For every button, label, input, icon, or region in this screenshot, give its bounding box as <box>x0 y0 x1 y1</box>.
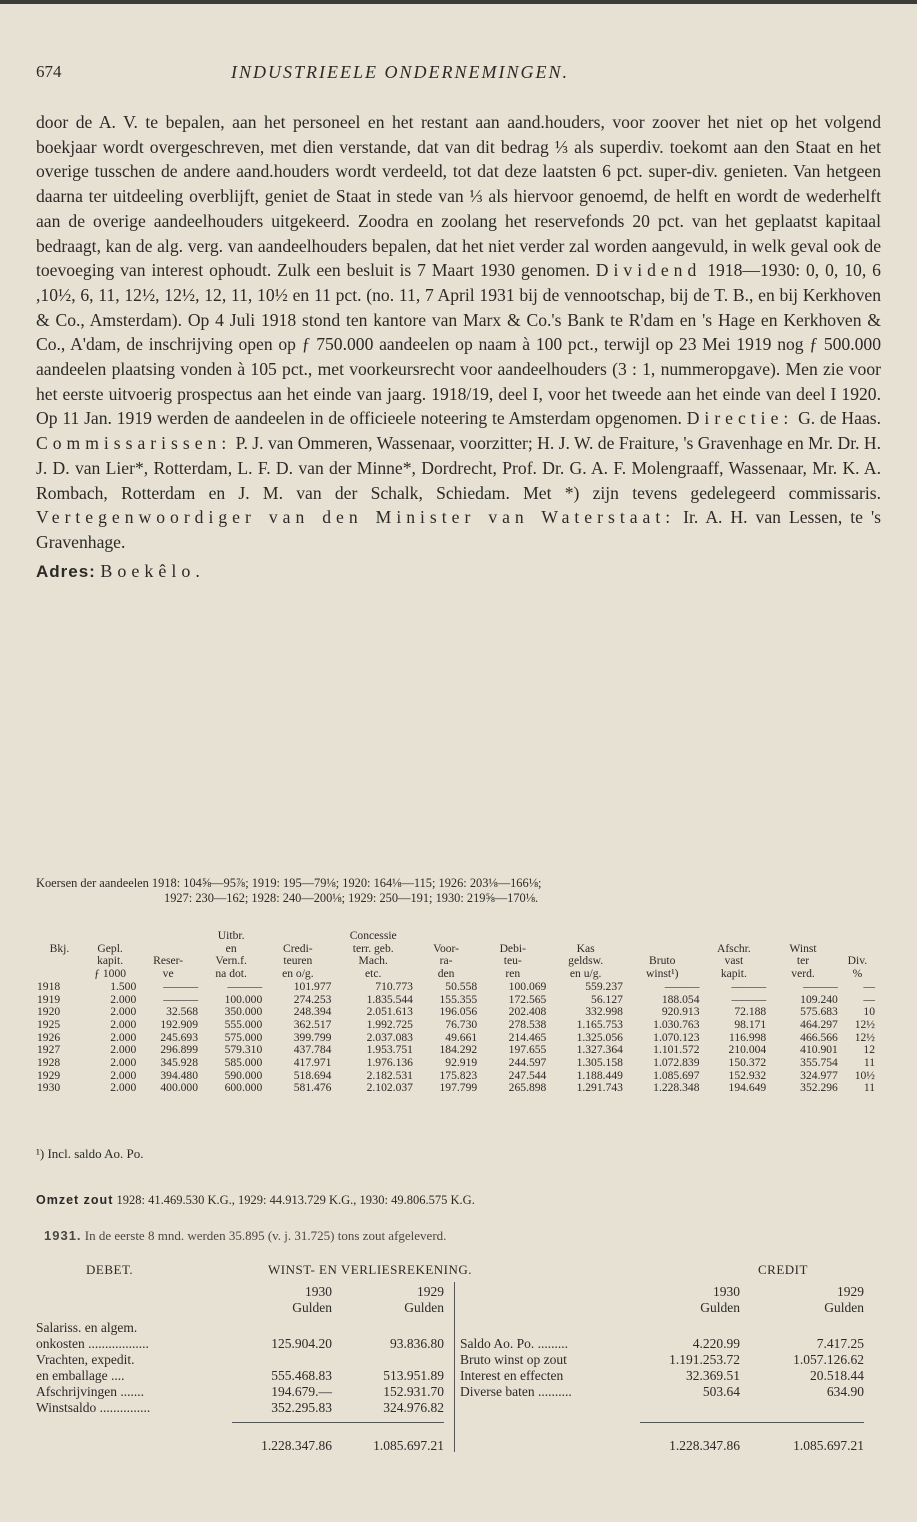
table-cell: 1.070.123 <box>653 1030 700 1044</box>
table-cell: 197.799 <box>439 1081 478 1095</box>
debet-total-1930: 1.228.347.86 <box>261 1438 332 1453</box>
table-cell: 1.085.697 <box>653 1068 700 1082</box>
table-cell: 296.899 <box>160 1043 199 1057</box>
debet-row-1930: 194.679.— <box>271 1384 332 1399</box>
credit-row-label: Saldo Ao. Po. ......... <box>460 1336 569 1351</box>
table-cell: 12½ <box>854 1017 875 1031</box>
table-header-cell <box>83 930 137 943</box>
credit-row-1929: 7.417.25 <box>816 1336 864 1351</box>
table-header-cell: en o/g. <box>282 967 314 981</box>
table-cell: 2.000 <box>110 992 137 1006</box>
table-cell: 197.655 <box>508 1043 547 1057</box>
label-vertegenwoordiger: Vertegenwoordiger van den Minister van Waterstaat: <box>36 507 676 528</box>
table-header-row <box>36 955 876 968</box>
table-cell: 2.000 <box>110 1043 137 1057</box>
label-directie: Directie: <box>686 408 794 429</box>
table-cell: 399.799 <box>293 1030 332 1044</box>
label-dividend: Dividend <box>595 260 702 281</box>
table-cell: 101.977 <box>293 979 332 993</box>
table-cell: 345.928 <box>160 1056 199 1070</box>
table-cell: 278.538 <box>508 1017 547 1031</box>
table-cell: ——— <box>731 992 767 1006</box>
debet-row-1929: 152.931.70 <box>383 1384 444 1399</box>
table-row <box>36 1082 876 1095</box>
table-cell: 575.000 <box>224 1030 263 1044</box>
table-cell: 1.835.544 <box>366 992 413 1006</box>
table-cell: 559.237 <box>585 979 623 993</box>
table-header-cell: Vern.f. <box>215 954 247 968</box>
credit-year-1930: 1930 <box>713 1284 740 1299</box>
label-1931: 1931. <box>44 1228 82 1243</box>
table-header-cell <box>36 930 83 943</box>
table-cell: 394.480 <box>160 1068 199 1082</box>
table-cell: 1.976.136 <box>366 1056 413 1070</box>
table-row <box>36 1057 876 1070</box>
credit-row-1929: 1.057.126.62 <box>793 1352 864 1367</box>
label-omzet: Omzet zout <box>36 1193 114 1207</box>
table-cell: 332.998 <box>585 1005 623 1019</box>
table-cell: ——— <box>163 992 199 1006</box>
table-cell: 2.000 <box>110 1081 137 1095</box>
table-header-cell: Bruto <box>649 954 676 968</box>
table-header-cell <box>263 930 332 943</box>
table-cell: 1927 <box>37 1043 61 1057</box>
table-cell: 11 <box>863 1056 875 1070</box>
table-header-cell <box>624 930 701 943</box>
table-header-cell: kapit. <box>720 967 747 981</box>
table-header-cell <box>767 930 839 943</box>
table-header-cell: vast <box>724 954 744 968</box>
debet-title: DEBET. <box>86 1262 134 1277</box>
debet-row-1929: 513.951.89 <box>383 1368 444 1383</box>
text-vertegenwoordiger: Ir. A. H. van Lessen, te 's Gravenhage. <box>36 507 881 552</box>
table-cell: — <box>863 979 875 993</box>
table-cell: 202.408 <box>508 1005 547 1019</box>
debet-row-1929: 93.836.80 <box>390 1336 444 1351</box>
table-cell: 98.171 <box>734 1017 767 1031</box>
table-cell: 2.102.037 <box>366 1081 413 1095</box>
credit-total-rule <box>640 1422 864 1423</box>
table-header-cell: Gepl. <box>97 941 123 955</box>
table-header-cell <box>547 930 624 943</box>
profit-loss-account <box>36 1262 881 1462</box>
table-header-cell: na dot. <box>215 967 247 981</box>
table-cell: 352.296 <box>800 1081 838 1095</box>
table-header-cell <box>36 955 83 968</box>
table-cell: 1.327.364 <box>576 1043 623 1057</box>
debet-row-1930: 555.468.83 <box>271 1368 332 1383</box>
table-cell: 274.253 <box>293 992 332 1006</box>
table-header-cell: Kas <box>576 941 595 955</box>
table-cell: 1.228.348 <box>653 1081 700 1095</box>
table-cell: 72.188 <box>734 1005 767 1019</box>
table-cell: 1929 <box>37 1068 61 1082</box>
table-cell: 1918 <box>37 979 61 993</box>
table-cell: 710.773 <box>375 979 413 993</box>
table-cell: 1928 <box>37 1056 61 1070</box>
address-line <box>36 559 881 584</box>
table-cell: 245.693 <box>160 1030 199 1044</box>
table-cell: 100.069 <box>508 979 547 993</box>
table-cell: 1.291.743 <box>576 1081 623 1095</box>
table-header-cell: terr. geb. <box>352 941 394 955</box>
table-header-cell: Div. <box>847 954 868 968</box>
text-dividend: 1918—1930: 0, 0, 10, 6 ,10½, 6, 11, 12½, 12½, 12, 11, 10½ en 11 pct. (no. 11, 7 April 1931 bij de vennootschap, bij de T. B., en bij Kerkhoven & Co., Amsterdam). Op 4 Juli 1918 stond ten kantore van Marx & Co.'s Bank te R'dam en 's Hage en Kerkhoven & Co., A'dam, de inschrijving open op ƒ 750.000 aandeelen op naam à 100 pct., terwijl op 23 Mei 1919 nog ƒ 500.000 aandeelen plaatsing vonden à 105 pct., met voorkeursrecht voor aandeelhouders (3 : 1, nummeropgave). Men zie voor het eerste uitvoerig prospectus aan het einde van jaarg. 1918/19, deel I, voor het tweede aan het einde van deel I 1920. Op 11 Jan. 1919 werden de aandeelen in de officieele noteering te Amsterdam opgenomen. <box>36 260 881 429</box>
credit-row-1929: 634.90 <box>826 1384 864 1399</box>
table-cell: 92.919 <box>445 1056 478 1070</box>
table-cell: 50.558 <box>445 979 478 993</box>
table-header-cell <box>478 930 547 943</box>
table-cell: 324.977 <box>800 1068 838 1082</box>
debet-row-label: Salariss. en algem. <box>36 1320 138 1335</box>
credit-unit-1930: Gulden <box>700 1300 740 1315</box>
table-cell: 188.054 <box>661 992 700 1006</box>
debet-row-label: Afschrijvingen ....... <box>36 1384 144 1399</box>
credit-total-1930: 1.228.347.86 <box>669 1438 740 1453</box>
table-cell: ——— <box>163 979 199 993</box>
table-header-cell <box>137 930 199 943</box>
table-header-cell <box>839 930 876 943</box>
table-cell: 1.030.763 <box>653 1017 700 1031</box>
table-header-cell: geldsw. <box>568 954 604 968</box>
running-title: INDUSTRIEELE ONDERNEMINGEN. <box>231 62 569 82</box>
table-cell: 155.355 <box>439 992 478 1006</box>
table-cell: 1.325.056 <box>576 1030 623 1044</box>
table-cell: 2.037.083 <box>366 1030 413 1044</box>
table-header-cell: Reser- <box>153 954 184 968</box>
table-cell: ——— <box>731 979 767 993</box>
table-header-cell: ve <box>162 967 174 981</box>
table-cell: 417.971 <box>293 1056 332 1070</box>
table-cell: 1.992.725 <box>366 1017 413 1031</box>
table-cell: 76.730 <box>445 1017 478 1031</box>
table-cell: 172.565 <box>508 992 547 1006</box>
table-cell: 400.000 <box>160 1081 199 1095</box>
table-cell: 1.953.751 <box>366 1043 413 1057</box>
table-cell: 10 <box>863 1005 875 1019</box>
debet-total-1929: 1.085.697.21 <box>373 1438 444 1453</box>
table-header-row <box>36 930 876 943</box>
table-header-cell: Bkj. <box>49 941 70 955</box>
table-header-cell: teu- <box>503 954 522 968</box>
table-cell: 184.292 <box>439 1043 478 1057</box>
table-header-cell: kapit. <box>97 954 124 968</box>
page-top-edge <box>0 0 917 4</box>
table-cell: 32.568 <box>166 1005 199 1019</box>
text-articles: door de A. V. te bepalen, aan het personeel en het restant aan aand.houders, voor zoover het niet op het volgend boekjaar wordt overgeschreven, met dien verstande, dat van dit bedrag ⅓ als superdiv. toekomt aan den Staat en het overige tusschen de andere aand.houders wordt verdeeld, tot dat deze laatsten 6 pct. super-div. genieten. Van hetgeen daarna ter uitdeeling overblijft, geniet de Staat in stede van ⅓ als hiervoor genoemd, de helft en wordt de wederhelft aan de overige aandeelhouders uitgekeerd. Zoodra en zoolang het reservefonds 20 pct. van het geplaatst kapitaal bedraagt, kan de alg. verg. van aandeelhouders bepalen, dat het niet verder zal worden aangevuld, in welk geval ook de toevoeging van interest ophoudt. Zulk een besluit is 7 Maart 1930 genomen. <box>36 112 881 281</box>
table-cell: 56.127 <box>591 992 623 1006</box>
table-header-cell: Credi- <box>283 941 313 955</box>
table-cell: 2.000 <box>110 1030 137 1044</box>
table-cell: 210.004 <box>728 1043 767 1057</box>
table-cell: 12 <box>863 1043 875 1057</box>
text-directie: G. de Haas. <box>798 408 882 429</box>
table-footnote: ¹) Incl. saldo Ao. Po. <box>36 1146 144 1161</box>
page-header <box>36 62 881 88</box>
table-header-cell: en <box>225 941 237 955</box>
table-cell: 600.000 <box>224 1081 263 1095</box>
table-cell: 1920 <box>37 1005 61 1019</box>
debet-row-1930: 125.904.20 <box>271 1336 332 1351</box>
debet-row-label: Winstsaldo ............... <box>36 1400 151 1415</box>
table-header-cell: ren <box>505 967 521 981</box>
credit-row-label: Diverse baten .......... <box>460 1384 572 1399</box>
table-header-cell: % <box>852 967 863 981</box>
debet-row-1929: 324.976.82 <box>383 1400 444 1415</box>
debet-row-1930: 352.295.83 <box>271 1400 332 1415</box>
table-cell: 247.544 <box>508 1068 547 1082</box>
table-cell: 1926 <box>37 1030 61 1044</box>
body-paragraph <box>36 110 881 555</box>
table-cell: 590.000 <box>224 1068 263 1082</box>
table-cell: 214.465 <box>508 1030 547 1044</box>
table-cell: 920.913 <box>661 1005 700 1019</box>
table-cell: 355.754 <box>800 1056 838 1070</box>
address-value: Boekêlo. <box>100 560 205 581</box>
note-1931-text: In de eerste 8 mnd. werden 35.895 (v. j. 31.725) tons zout afgeleverd. <box>84 1228 447 1243</box>
credit-year-1929: 1929 <box>837 1284 864 1299</box>
credit-row-1929: 20.518.44 <box>810 1368 864 1383</box>
debet-row-label: en emballage .... <box>36 1368 125 1383</box>
credit-unit-1929: Gulden <box>824 1300 864 1315</box>
table-cell: 1.500 <box>110 979 137 993</box>
table-header-cell: en u/g. <box>569 967 602 981</box>
table-cell: — <box>863 992 875 1006</box>
debet-unit-1929: Gulden <box>404 1300 444 1315</box>
table-cell: 1919 <box>37 992 61 1006</box>
table-cell: 1.305.158 <box>576 1056 623 1070</box>
share-prices-line: Koersen der aandeelen 1918: 104⅝—95⅞; 1919: 195—79⅛; 1920: 164⅛—115; 1926: 203⅛—166⅛; <box>36 876 542 890</box>
table-cell: 555.000 <box>224 1017 263 1031</box>
table-row <box>36 981 876 994</box>
table-cell: 2.182.531 <box>366 1068 413 1082</box>
table-cell: 1.101.572 <box>653 1043 700 1057</box>
table-cell: 579.310 <box>224 1043 263 1057</box>
table-cell: 581.476 <box>293 1081 332 1095</box>
table-header-cell: etc. <box>364 967 382 981</box>
table-cell: 2.000 <box>110 1068 137 1082</box>
body-text <box>36 110 881 584</box>
table-cell: ——— <box>227 979 263 993</box>
label-commissarissen: Commissarissen: <box>36 433 232 454</box>
table-cell: 2.000 <box>110 1017 137 1031</box>
table-cell: 1.165.753 <box>576 1017 623 1031</box>
table-header-cell: Voor- <box>433 941 460 955</box>
table-cell: 2.051.613 <box>366 1005 413 1019</box>
debet-row-label: Vrachten, expedit. <box>36 1352 135 1367</box>
table-header-cell: Debi- <box>499 941 526 955</box>
credit-row-1930: 1.191.253.72 <box>669 1352 740 1367</box>
table-header-cell: ƒ 1000 <box>94 967 127 981</box>
table-row <box>36 1019 876 1032</box>
debet-year-1930: 1930 <box>305 1284 332 1299</box>
table-cell: 585.000 <box>224 1056 263 1070</box>
table-header-cell <box>36 968 83 981</box>
year-1931-note <box>44 1228 446 1244</box>
page-number: 674 <box>36 62 62 81</box>
table-cell: 10½ <box>854 1068 875 1082</box>
credit-row-label: Bruto winst op zout <box>460 1352 567 1367</box>
table-cell: 244.597 <box>508 1056 547 1070</box>
table-cell: 175.823 <box>439 1068 478 1082</box>
table-cell: 152.932 <box>728 1068 767 1082</box>
table-cell: 1925 <box>37 1017 61 1031</box>
credit-title: CREDIT <box>758 1262 808 1277</box>
share-prices-line: 1927: 230—162; 1928: 240—200⅛; 1929: 250—191; 1930: 219⅝—170⅛. <box>164 891 539 905</box>
table-cell: 194.649 <box>728 1081 767 1095</box>
table-cell: 109.240 <box>800 992 838 1006</box>
table-cell: 248.394 <box>293 1005 332 1019</box>
table-cell: 464.297 <box>800 1017 838 1031</box>
table-header-cell: Afschr. <box>716 941 751 955</box>
share-prices <box>36 876 881 906</box>
table-cell: 1.188.449 <box>576 1068 623 1082</box>
account-divider <box>454 1282 455 1452</box>
table-cell: 410.901 <box>800 1043 838 1057</box>
salt-turnover <box>36 1193 475 1208</box>
table-cell: 116.998 <box>728 1030 767 1044</box>
table-header-cell <box>414 930 478 943</box>
table-header-cell: verd. <box>791 967 815 981</box>
table-header-cell: Winst <box>789 941 817 955</box>
table-cell: 11 <box>863 1081 875 1095</box>
table-header-cell: Uitbr. <box>217 929 245 942</box>
account-title: WINST- EN VERLIESREKENING. <box>268 1262 473 1277</box>
debet-row-label: onkosten .................. <box>36 1336 149 1351</box>
table-cell: 150.372 <box>728 1056 767 1070</box>
credit-total-1929: 1.085.697.21 <box>793 1438 864 1453</box>
credit-row-1930: 503.64 <box>702 1384 740 1399</box>
table-cell: 192.909 <box>160 1017 199 1031</box>
table-header-cell: den <box>437 967 455 981</box>
table-cell: 49.661 <box>445 1030 478 1044</box>
table-cell: 1930 <box>37 1081 61 1095</box>
table-header-row <box>36 968 876 981</box>
table-cell: 1.072.839 <box>653 1056 700 1070</box>
table-header-cell: winst¹) <box>645 967 679 981</box>
credit-row-1930: 32.369.51 <box>686 1368 740 1383</box>
table-cell: 2.000 <box>110 1056 137 1070</box>
table-cell: 2.000 <box>110 1005 137 1019</box>
table-header-cell: Mach. <box>358 954 388 968</box>
table-header-cell: teuren <box>283 954 313 968</box>
table-cell: 265.898 <box>508 1081 547 1095</box>
debet-unit-1930: Gulden <box>292 1300 332 1315</box>
table-cell: 518.694 <box>293 1068 332 1082</box>
omzet-text: 1928: 41.469.530 K.G., 1929: 44.913.729 K.G., 1930: 49.806.575 K.G. <box>116 1193 475 1207</box>
table-cell: 12½ <box>854 1030 875 1044</box>
table-header-cell: ra- <box>439 954 453 968</box>
table-cell: 575.683 <box>800 1005 838 1019</box>
table-cell: 196.056 <box>439 1005 478 1019</box>
debet-total-rule <box>232 1422 444 1423</box>
table-cell: 350.000 <box>224 1005 263 1019</box>
table-header-cell: ter <box>796 954 810 968</box>
table-cell: ——— <box>803 979 838 993</box>
text-commissarissen: P. J. van Ommeren, Wassenaar, voorzitter; H. J. W. de Fraiture, 's Gravenhage en Mr. Dr. H. J. D. van Lier*, Rotterdam, L. F. D. van der Minne*, Dordrecht, Prof. Dr. G. A. F. Molengraaff, Wassenaar, Mr. K. A. Rombach, Rotterdam en J. M. van der Schalk, Schiedam. Met *) zijn tevens gedelegeerd commissaris. <box>36 433 881 503</box>
table-cell: ——— <box>664 979 700 993</box>
credit-row-label: Interest en effecten <box>460 1368 564 1383</box>
table-cell: 466.566 <box>800 1030 838 1044</box>
financial-table <box>36 930 876 1095</box>
label-adres: Adres: <box>36 561 96 581</box>
debet-year-1929: 1929 <box>417 1284 444 1299</box>
table-header-cell <box>701 930 768 943</box>
table-header-cell: Concessie <box>349 929 397 942</box>
credit-row-1930: 4.220.99 <box>692 1336 740 1351</box>
table-cell: 100.000 <box>224 992 263 1006</box>
table-cell: 437.784 <box>293 1043 332 1057</box>
table-cell: 362.517 <box>293 1017 332 1031</box>
